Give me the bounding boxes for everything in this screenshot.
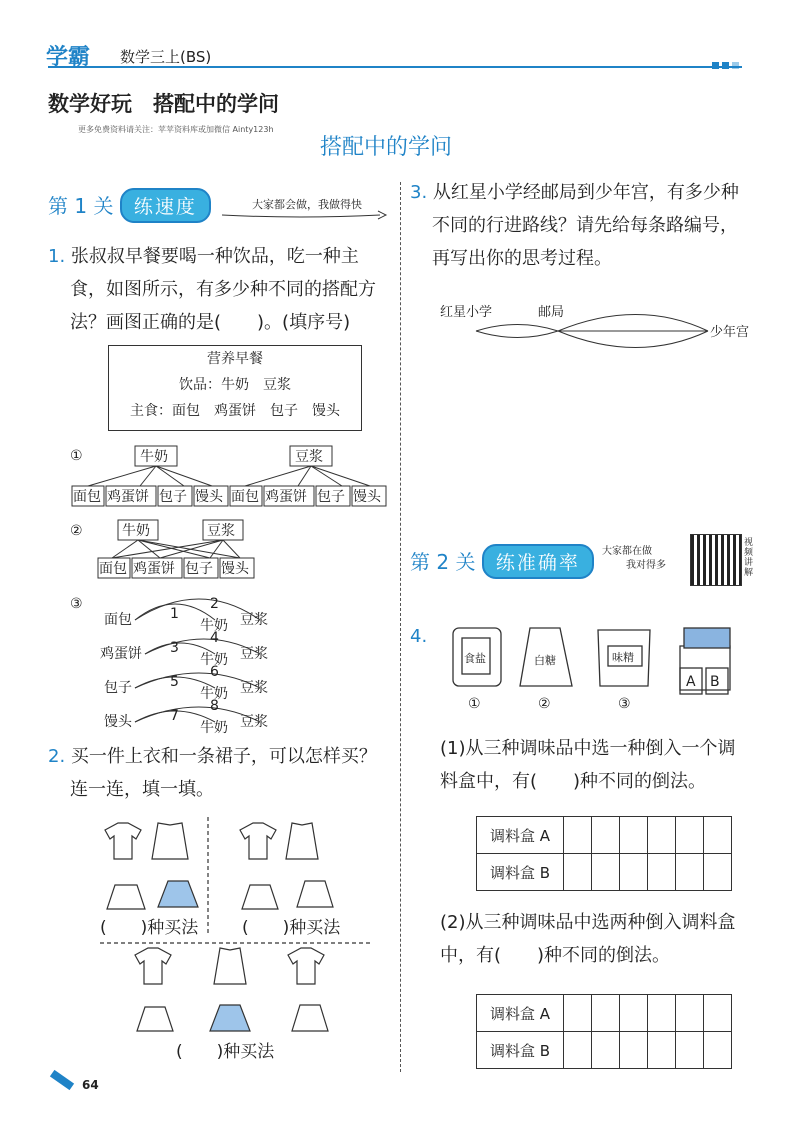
section-title: 数学好玩 搭配中的学问 [48, 92, 279, 116]
opt3-number: 8 [210, 698, 219, 714]
opt1-drink: 牛奶 [140, 449, 168, 465]
logo: 学霸 [46, 45, 91, 70]
opt3-drink: 豆浆 [240, 612, 268, 628]
opt2-food: 包子 [185, 561, 213, 577]
opt3-drink: 牛奶 [200, 652, 228, 668]
level1-label: 第 1 关 练速度 [48, 188, 211, 223]
q2-blank-2: ( )种买法 [242, 918, 341, 938]
opt3-food: 馒头 [104, 714, 132, 730]
opt2-food: 馒头 [221, 561, 249, 577]
opt3-food: 包子 [104, 680, 132, 696]
level2-pill: 练准确率 [482, 544, 594, 579]
qr-code-icon[interactable] [690, 534, 742, 586]
level1-pill: 练速度 [120, 188, 211, 223]
opt3-number: 5 [170, 674, 179, 690]
opt1-food: 馒头 [353, 489, 381, 505]
place-youth-palace: 少年宫 [710, 325, 750, 340]
opt2-drink: 豆浆 [207, 523, 235, 539]
column-divider [400, 182, 401, 1072]
opt2-label: ② [70, 523, 83, 539]
item-label-1: ① [468, 696, 481, 712]
opt1-food: 鸡蛋饼 [107, 489, 149, 505]
item-sugar: 白糖 [534, 654, 556, 667]
q2-blank-1: ( )种买法 [100, 918, 199, 938]
q4-part1: (1)从三种调味品中选一种倒入一个调 料盒中，有( )种不同的倒法。 [440, 738, 736, 792]
opt3-drink: 牛奶 [200, 686, 228, 702]
q4-seasonings [448, 620, 748, 715]
page-title: 搭配中的学问 [320, 135, 453, 160]
place-school: 红星小学 [440, 305, 493, 320]
opt1-food: 面包 [231, 489, 259, 505]
q1: 1. 张叔叔早餐要喝一种饮品，吃一种主 食，如图所示，有多少种不同的搭配方 法？画图正确的是( )。(填序号) [48, 246, 376, 333]
box-a-label: A [686, 674, 696, 690]
box-b-label: B [710, 674, 720, 690]
level2-slogan-1: 大家都在做 [602, 546, 652, 557]
place-post-office: 邮局 [538, 305, 565, 320]
header-rule [48, 66, 742, 68]
opt3-number: 7 [170, 708, 179, 724]
slogan-underline [220, 210, 390, 220]
pencil-icon [50, 1070, 74, 1090]
header-dots-icon [712, 54, 742, 73]
q4-table-2 [476, 994, 732, 1069]
q2-blank-3: ( )种买法 [176, 1042, 275, 1062]
q4-table-1 [476, 816, 732, 891]
level1-slogan: 大家都会做，我做得快 [252, 198, 362, 211]
book-title: 数学三上(BS) [120, 48, 212, 66]
opt1-food: 包子 [317, 489, 345, 505]
opt2-food: 面包 [99, 561, 127, 577]
opt3-label: ③ [70, 596, 83, 612]
opt1-food: 鸡蛋饼 [265, 489, 307, 505]
opt3-number: 1 [170, 606, 179, 622]
opt3-number: 3 [170, 640, 179, 656]
item-label-2: ② [538, 696, 551, 712]
q4-num: 4. [410, 626, 428, 647]
opt3-drink: 豆浆 [240, 680, 268, 696]
table-row-label: 调料盒 A [477, 995, 564, 1032]
opt2-drink: 牛奶 [122, 523, 150, 539]
opt3-food: 面包 [104, 612, 132, 628]
opt3-number: 6 [210, 664, 219, 680]
opt3-number: 2 [210, 596, 219, 612]
table-row-label: 调料盒 A [477, 817, 564, 854]
opt1-food: 馒头 [195, 489, 223, 505]
table-row-label: 调料盒 B [477, 1032, 564, 1069]
menu-box: 营养早餐 饮品：牛奶 豆浆 主食：面包 鸡蛋饼 包子 馒头 [108, 345, 362, 431]
table-row-label: 调料盒 B [477, 854, 564, 891]
opt3-drink: 豆浆 [240, 646, 268, 662]
opt3-number: 4 [210, 630, 219, 646]
level2-label: 第 2 关 练准确率 [410, 544, 594, 579]
opt3-food: 鸡蛋饼 [100, 646, 142, 662]
opt1-drink: 豆浆 [295, 449, 323, 465]
opt3-drink: 牛奶 [200, 720, 228, 736]
q3: 3. 从红星小学经邮局到少年宫，有多少种 不同的行进路线？请先给每条路编号， 再写出你的思考过程。 [410, 182, 739, 269]
opt1-food: 包子 [159, 489, 187, 505]
q4-part2: (2)从三种调味品中选两种倒入调料盒 中，有( )种不同的倒法。 [440, 912, 736, 966]
opt3-drink: 豆浆 [240, 714, 268, 730]
q1-options-diagram [60, 438, 400, 738]
item-salt: 食盐 [464, 652, 486, 665]
q2: 2. 买一件上衣和一条裙子，可以怎样买？ 连一连，填一填。 [48, 746, 377, 800]
opt1-label: ① [70, 448, 83, 464]
opt2-food: 鸡蛋饼 [133, 561, 175, 577]
opt3-drink: 牛奶 [200, 618, 228, 634]
qr-caption: 视频讲解 [744, 538, 754, 578]
page-number: 64 [82, 1078, 99, 1092]
level2-slogan-2: 我对得多 [626, 560, 666, 571]
item-msg: 味精 [612, 651, 634, 664]
q3-route-diagram [438, 298, 758, 368]
tiny-note: 更多免费资料请关注：苹苹资料库或加微信 Ainty123h [78, 125, 274, 134]
item-label-3: ③ [618, 696, 631, 712]
opt1-food: 面包 [73, 489, 101, 505]
